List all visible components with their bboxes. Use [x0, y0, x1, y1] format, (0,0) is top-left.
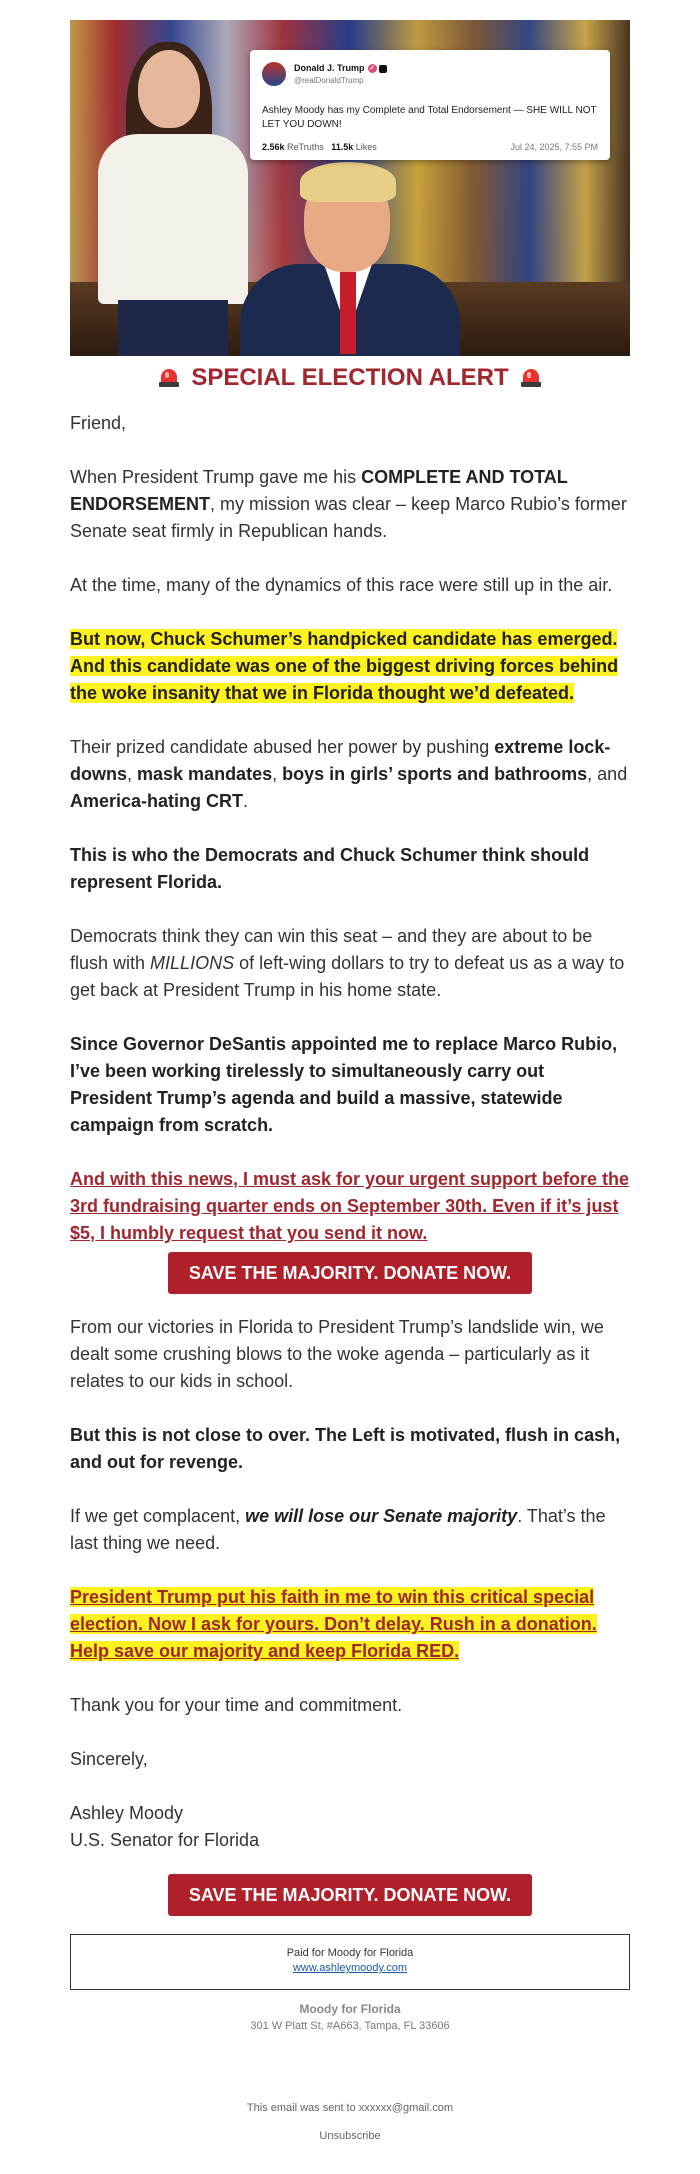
greeting: Friend,	[70, 413, 127, 433]
verified-badge-icon: ✓	[369, 65, 375, 73]
signoff: Sincerely,	[70, 1749, 148, 1769]
paid-for-text: Paid for Moody for Florida	[286, 1947, 414, 1959]
signature-title: U.S. Senator for Florida	[70, 1830, 260, 1850]
paragraph-millions: Democrats think they can win this seat – and they are about to be flush with MILLIONS of left-wing dollars to try to defeat us as a way to get back at President Trump in his home state.	[70, 926, 625, 1000]
donation-appeal-link[interactable]: And with this news, I must ask for your urgent support before the 3rd fundraising quarter ends on September 30th. Even if it’s just $5, I humbly request that you send it now.	[70, 1169, 630, 1243]
post-date: Jul 24, 2025, 7:55 PM	[510, 142, 598, 152]
footer-sent-to: This email was sent to xxxxxx@gmail.com	[246, 2102, 454, 2114]
paragraph-complacent: If we get complacent, we will lose our Senate majority. That’s the last thing we need.	[70, 1506, 606, 1553]
unsubscribe-link[interactable]: Unsubscribe	[319, 2130, 381, 2142]
paragraph-candidate-record: Their prized candidate abused her power by pushing extreme lock-downs, mask mandates, boys in girls’ sports and bathrooms, and America-hating CRT.	[70, 737, 628, 811]
footer-org: Moody for Florida	[299, 2002, 401, 2016]
truth-social-post	[250, 50, 610, 160]
signature-name: Ashley Moody	[70, 1803, 184, 1823]
website-link[interactable]: www.ashleymoody.com	[292, 1962, 408, 1974]
paragraph-not-over: But this is not close to over. The Left is motivated, flush in cash, and out for revenge.	[70, 1425, 621, 1472]
paragraph-represent-florida: This is who the Democrats and Chuck Schumer think should represent Florida.	[70, 845, 590, 892]
donate-button[interactable]: SAVE THE MAJORITY. DONATE NOW.	[168, 1252, 532, 1294]
post-stats: 2.56k ReTruths 11.5k Likes	[262, 142, 377, 152]
paid-for-disclaimer	[70, 1934, 630, 1990]
post-author: Donald J. Trump ✓	[294, 63, 387, 73]
paragraph-dynamics: At the time, many of the dynamics of this race were still up in the air.	[70, 575, 613, 595]
account-badge-icon	[379, 65, 387, 73]
paragraph-victories: From our victories in Florida to President Trump’s landslide win, we dealt some crushing blows to the woke agenda – particularly as it relates to our kids in school.	[70, 1317, 604, 1391]
hero-photo	[70, 20, 630, 356]
highlighted-donation-link[interactable]: President Trump put his faith in me to win this critical special election. Now I ask for yours. Don’t delay. Rush in a donation. Help save our majority and keep Florida RED.	[70, 1587, 597, 1661]
paragraph-thanks: Thank you for your time and commitment.	[70, 1695, 403, 1715]
post-handle: @realDonaldTrump	[294, 76, 364, 85]
donate-button-bottom[interactable]: SAVE THE MAJORITY. DONATE NOW.	[168, 1874, 532, 1916]
profile-avatar	[262, 62, 286, 86]
paragraph-desantis: Since Governor DeSantis appointed me to replace Marco Rubio, I’ve been working tirelessly to simultaneously carry out President Trump’s agenda and build a massive, statewide campaign from scratch.	[70, 1034, 618, 1135]
paragraph-highlight-schumer: But now, Chuck Schumer’s handpicked candidate has emerged. And this candidate was one of the biggest driving forces behind the woke insanity that we in Florida thought we’d defeated.	[70, 629, 619, 703]
post-text: Ashley Moody has my Complete and Total Endorsement — SHE WILL NOT LET YOU DOWN!	[262, 105, 597, 130]
footer-address: 301 W Platt St, #A663, Tampa, FL 33606	[250, 2020, 450, 2032]
donald-trump-figure	[220, 160, 480, 356]
special-election-alert-heading: SPECIAL ELECTION ALERT	[70, 356, 630, 400]
siren-icon	[159, 369, 179, 387]
siren-icon	[521, 369, 541, 387]
paragraph-endorsement: When President Trump gave me his COMPLETE AND TOTAL ENDORSEMENT, my mission was clear – keep Marco Rubio’s former Senate seat firmly in Republican hands.	[70, 467, 627, 541]
